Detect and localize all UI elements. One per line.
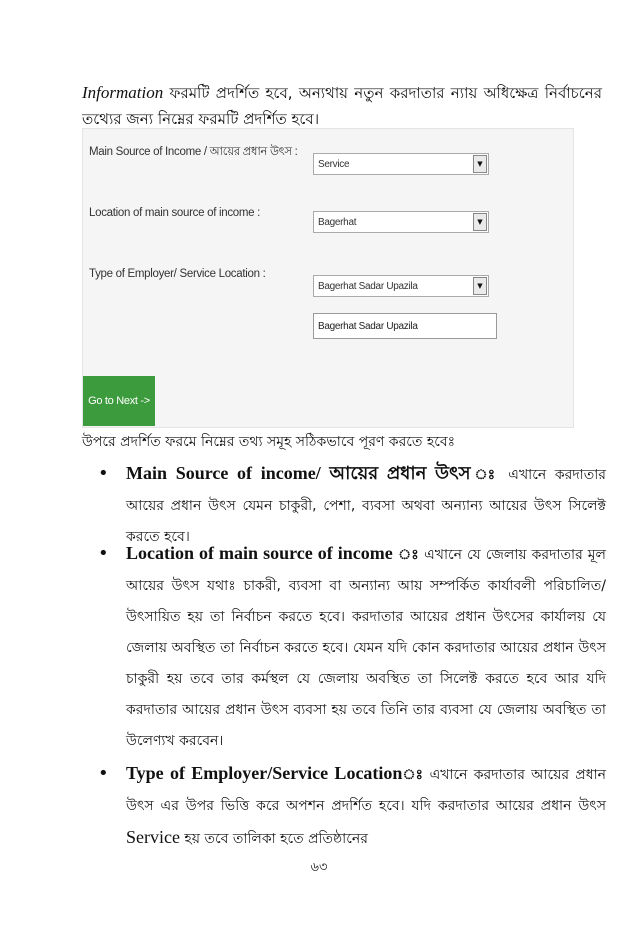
intro-english-word: Information bbox=[82, 83, 164, 102]
bullet-separator: ঃ bbox=[402, 767, 430, 783]
bullet-body: এখানে করদাতার আয়ের প্রধান উৎস যেমন চাকুরী, পেশা, ব্যবসা অথবা অন্যান্য আয়ের উৎস সিলেক্ট করতে হবে। bbox=[126, 467, 607, 545]
chevron-down-icon: ▼ bbox=[473, 213, 487, 231]
location-value: Bagerhat bbox=[318, 217, 357, 228]
bullet-dot-icon: • bbox=[98, 543, 109, 564]
location-label: Location of main source of income : bbox=[89, 207, 261, 219]
bullet-separator: ঃ bbox=[392, 547, 425, 563]
employer-select[interactable] bbox=[313, 275, 489, 297]
bullet-separator: ঃ bbox=[470, 467, 509, 483]
bullet-dot-icon: • bbox=[98, 763, 109, 784]
chevron-down-icon: ▼ bbox=[473, 277, 487, 295]
location-select[interactable] bbox=[313, 211, 489, 233]
lead-text: উপরে প্রদর্শিত ফরমে নিম্নের তথ্য সমূহ সঠিকভাবে পূরণ করতে হবেঃ bbox=[82, 434, 456, 450]
bullet-employer-type bbox=[98, 758, 606, 855]
bullet-location bbox=[98, 538, 606, 757]
chevron-down-icon: ▼ bbox=[473, 155, 487, 173]
employer-value: Bagerhat Sadar Upazila bbox=[318, 281, 418, 292]
main-source-value: Service bbox=[318, 159, 350, 170]
bullet-heading: Location of main source of income bbox=[126, 543, 393, 563]
main-source-label: Main Source of Income / আয়ের প্রধান উৎস : bbox=[89, 146, 298, 158]
bullet-body-english: Service bbox=[126, 827, 180, 847]
intro-bangla-text: ফরমটি প্রদর্শিত হবে, অন্যথায় নতুন করদাতার ন্যায় অধিক্ষেত্র নির্বাচনের তথ্যের জন্য নিম্নের ফরমটি প্রদর্শিত হবে। bbox=[82, 84, 602, 128]
main-source-select[interactable] bbox=[313, 153, 489, 175]
go-to-next-button[interactable]: Go to Next -> bbox=[83, 376, 155, 426]
employer-label: Type of Employer/ Service Location : bbox=[89, 268, 266, 280]
intro-paragraph bbox=[82, 80, 602, 132]
bullet-dot-icon: • bbox=[98, 463, 109, 484]
bullet-heading: Main Source of income/ আয়ের প্রধান উৎস bbox=[126, 463, 471, 483]
employer-text-input[interactable]: Bagerhat Sadar Upazila bbox=[313, 313, 497, 339]
bullet-heading: Type of Employer/Service Location bbox=[126, 763, 403, 783]
page-number: ৬৩ bbox=[310, 860, 328, 875]
bullet-body-end: হয় তবে তালিকা হতে প্রতিষ্ঠানের bbox=[179, 831, 368, 847]
form-screenshot bbox=[82, 128, 574, 428]
bullet-body: এখানে যে জেলায় করদাতার মূল আয়ের উৎস যথাঃ চাকরী, ব্যবসা বা অন্যান্য আয় সম্পর্কিত কার্যাবলী পরিচালিত/উৎসায়িত হয় তা নির্বাচন করতে হবে। করদাতার আয়ের প্রধান উৎসের কার্যালয় যে জেলায় অবস্থিত তা নির্বাচন করতে হবে। যেমন যদি কোন করদাতার আয়ের প্রধান উৎস চাকুরী হয় তবে তার কর্মস্থল যে জেলায় অবস্থিত তা সিলেক্ট করতে হবে আর যদি করদাতার আয়ের প্রধান উৎস ব্যবসা হয় তবে তিনি তার ব্যবসা যে জেলায় অবস্থিত তা উলেণ্যখ করবেন। bbox=[126, 547, 606, 749]
bullet-body: এখানে করদাতার আয়ের প্রধান উৎস এর উপর ভিত্তি করে অপশন প্রদর্শিত হবে। যদি করদাতার আয়ের প্রধান উৎস bbox=[126, 767, 606, 814]
